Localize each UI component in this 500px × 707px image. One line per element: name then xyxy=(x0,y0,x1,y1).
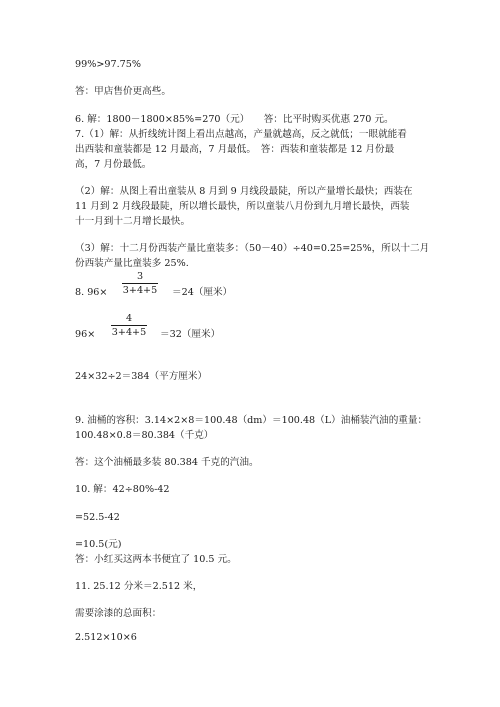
text-line: 9. 油桶的容积：3.14×2×8＝100.48（dm）＝100.48（L）油桶装汽油的重量： xyxy=(75,415,428,426)
text-line: 24×32÷2＝384（平方厘米） xyxy=(75,371,208,382)
text-line: （2）解：从图上看出童装从 8 月到 9 月线段最陡，所以产量增长最快；西装在 xyxy=(75,186,413,197)
fraction-bar xyxy=(122,283,158,284)
text-line: =10.5(元) xyxy=(75,539,122,550)
text-line: 十一月到十二月增长最快。 xyxy=(75,216,191,227)
fraction xyxy=(122,271,158,296)
fraction-denominator: 3+4+5 xyxy=(111,327,147,338)
text-line: 答：小红买这两本书便宜了 10.5 元。 xyxy=(75,554,237,565)
equation-result: ＝32（厘米） xyxy=(160,329,221,340)
text-line: 答：甲店售价更高些。 xyxy=(75,86,171,97)
fraction xyxy=(111,313,147,338)
fraction-denominator: 3+4+5 xyxy=(122,285,158,296)
text-line: 11 月到 2 月线段最陡，所以增长最快，所以童装八月份到九月增长最快，西装 xyxy=(75,201,410,212)
text-line: 10. 解：42÷80%-42 xyxy=(75,484,170,495)
text-line: 2.512×10×6 xyxy=(75,632,137,643)
text-line: 100.48×0.8＝80.384（千克） xyxy=(75,430,214,441)
equation-result: ＝24（厘米） xyxy=(172,287,233,298)
text-line: 6. 解：1800－1800×85%=270（元） 答：比平时购买优惠 270 元。 xyxy=(75,114,394,125)
text-line: 高，7 月份最低。 xyxy=(75,159,152,170)
text-line: =52.5-42 xyxy=(75,512,120,523)
fraction-bar xyxy=(111,325,147,326)
text-line: 出西装和童装都是 12 月最高，7 月最低。 答：西装和童装都是 12 月份最 xyxy=(75,144,395,155)
text-line: 11. 25.12 分米＝2.512 米， xyxy=(75,581,203,592)
fraction-numerator: 3 xyxy=(136,271,144,282)
text-line: 答：这个油桶最多装 80.384 千克的汽油。 xyxy=(75,457,259,468)
fraction-numerator: 4 xyxy=(125,313,133,324)
text-line: 份西装产量比童装多 25%. xyxy=(75,258,189,269)
equation-prefix: 8. 96× xyxy=(75,287,108,298)
text-line: 7.（1）解：从折线统计图上看出点越高，产量就越高，反之就低；一眼就能看 xyxy=(75,129,407,140)
text-line: 需要涂漆的总面积： xyxy=(75,608,162,619)
text-line: 99%>97.75% xyxy=(75,59,141,70)
text-line: （3）解：十二月份西装产量比童装多：（50－40）÷40=0.25=25%，所以十二月 xyxy=(75,243,430,254)
equation-prefix: 96× xyxy=(75,329,96,340)
